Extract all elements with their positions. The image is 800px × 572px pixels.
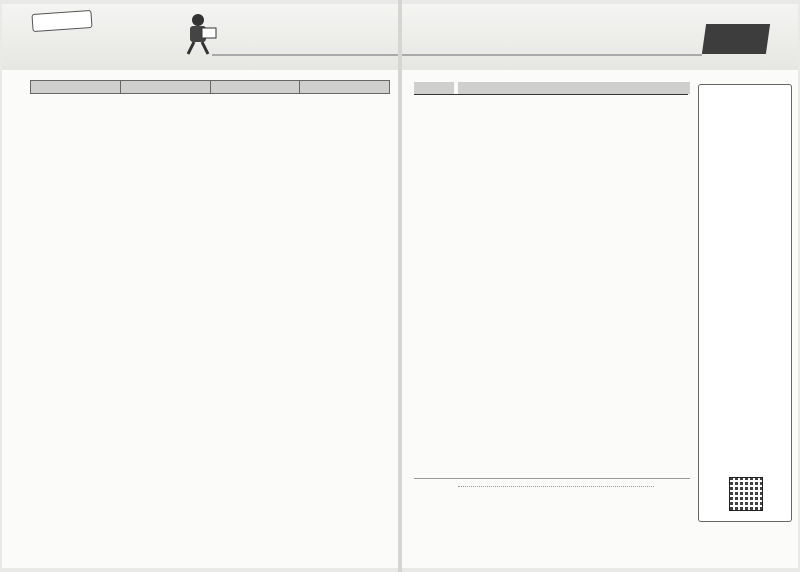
header-code [31, 81, 121, 94]
header-curriculum [210, 81, 300, 94]
header-tests [300, 81, 390, 94]
answer-leader-dots [458, 486, 654, 487]
toc-header-pages [660, 82, 690, 94]
contents-title [702, 24, 770, 54]
three-new-one-cross-index [698, 84, 792, 522]
toc-header-training [458, 82, 662, 94]
toc-header [414, 82, 688, 95]
reading-mascot-icon [180, 10, 220, 56]
answer-row[interactable] [414, 478, 690, 491]
right-header-rule [402, 54, 702, 56]
right-page [402, 4, 798, 568]
toc-header-test [414, 82, 454, 94]
header-objective [120, 81, 210, 94]
right-header [402, 4, 798, 70]
left-header-rule [212, 54, 398, 56]
table-header-row [31, 81, 390, 94]
left-header [2, 4, 398, 70]
big-concept-badge [31, 10, 92, 32]
qr-code-icon[interactable] [729, 477, 763, 511]
unit-literacy-goal-table [30, 80, 390, 94]
left-page [2, 4, 398, 568]
